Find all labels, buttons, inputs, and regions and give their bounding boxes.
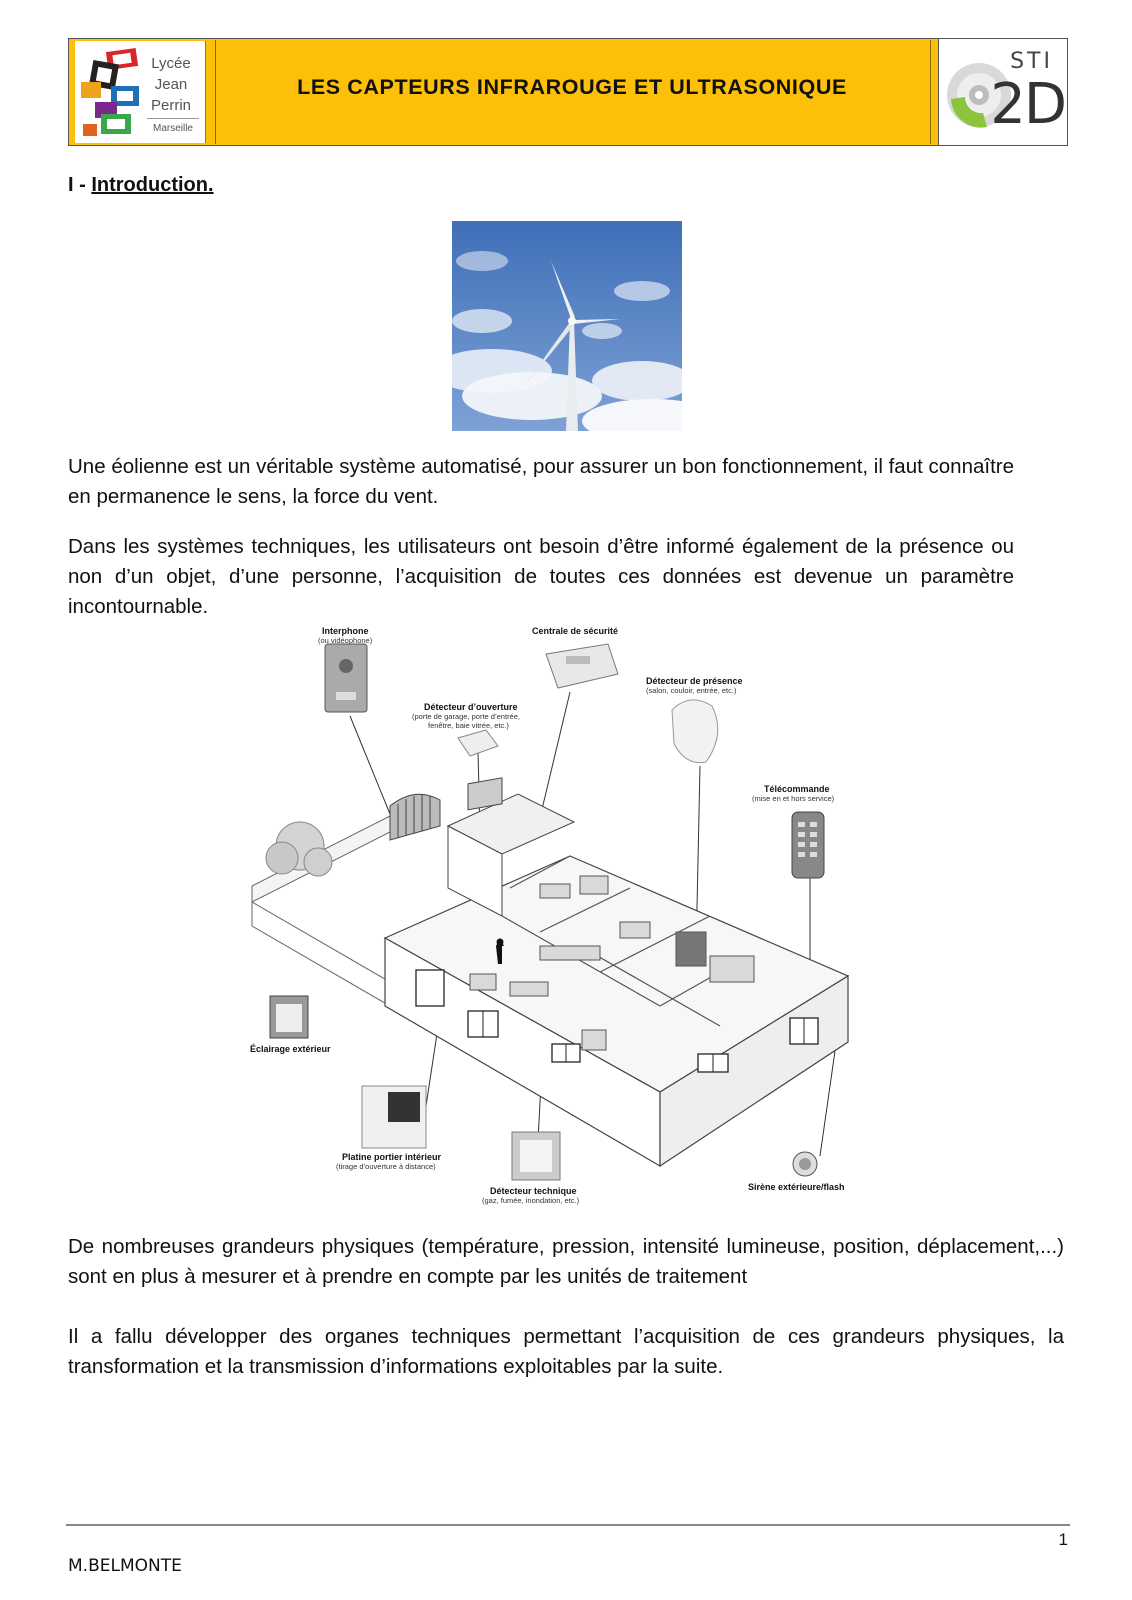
paragraph-grandeurs: De nombreuses grandeurs physiques (température, pression, intensité lumineuse, position, déplacement,...) sont en plus à mesurer et à prendre en compte par les unités de traitement: [68, 1235, 1064, 1288]
centrale-device: [546, 644, 618, 688]
label-presence: Détecteur de présence: [646, 676, 743, 687]
section-heading: [68, 174, 214, 197]
section-number: I -: [68, 174, 86, 196]
label-interphone: Interphone: [322, 626, 369, 637]
label-sirene: Sirène extérieure/flash: [748, 1182, 845, 1193]
platine-device: [362, 1086, 426, 1148]
wind-turbine-photo: [452, 221, 682, 431]
label-ouverture-sub1: (porte de garage, porte d’entrée,: [412, 711, 520, 721]
section-title: Introduction.: [91, 174, 214, 196]
telecommande-device: [792, 812, 824, 878]
paragraph-systemes: Dans les systèmes techniques, les utilisateurs ont besoin d’être informé également de la présence ou non d’un objet, d’une personne, l’acquisition de toutes ces données est devenue un paramètre incontournable.: [68, 535, 1014, 618]
eclairage-device: [270, 996, 308, 1038]
lycee-cubes-icon: [77, 42, 147, 142]
lycee-divider: [147, 118, 199, 119]
presence-device: [672, 700, 718, 763]
sti2d-logo: [938, 39, 1067, 145]
technique-device: [512, 1132, 560, 1180]
home-security-diagram: [240, 626, 900, 1230]
footer-divider: [66, 1524, 1070, 1526]
label-telecommande: Télécommande: [764, 784, 830, 795]
label-technique: Détecteur technique: [490, 1186, 577, 1197]
lycee-logo: [75, 41, 206, 143]
header-banner: [68, 38, 1068, 146]
label-platine: Platine portier intérieur: [342, 1152, 442, 1163]
sti-text: STI: [1010, 49, 1053, 74]
lycee-city: Marseille: [152, 123, 193, 134]
label-technique-sub: (gaz, fumée, inondation, etc.): [482, 1195, 580, 1205]
two-d-text: 2D: [990, 72, 1065, 137]
paragraph-organes: Il a fallu développer des organes techniques permettant l’acquisition de ces grandeurs physiques, la transformation et la transmission d’informations exploitables par la suite.: [68, 1325, 1064, 1378]
label-ouverture-sub2: fenêtre, baie vitrée, etc.): [428, 720, 509, 730]
label-interphone-sub: (ou vidéophone): [318, 635, 373, 645]
label-centrale: Centrale de sécurité: [532, 626, 619, 637]
interphone-device: [325, 644, 367, 712]
sirene-device: [793, 1152, 817, 1176]
lycee-line1: Lycée: [151, 55, 191, 72]
label-telecommande-sub: (mise en et hors service): [752, 793, 835, 803]
label-platine-sub: (tirage d’ouverture à distance): [336, 1161, 436, 1171]
ouverture-device: [458, 730, 498, 756]
lycee-line3: Perrin: [151, 97, 192, 114]
page-number: 1: [1058, 1530, 1068, 1549]
footer-author: M.BELMONTE: [68, 1556, 182, 1576]
paragraph-eolienne: Une éolienne est un véritable système automatisé, pour assurer un bon fonctionnement, il faut connaître en permanence le sens, la force du vent.: [68, 455, 1014, 508]
label-ouverture: Détecteur d’ouverture: [424, 702, 518, 713]
label-eclairage: Éclairage extérieur: [250, 1044, 331, 1055]
page-title: LES CAPTEURS INFRAROUGE ET ULTRASONIQUE: [297, 75, 847, 99]
lycee-line2: Jean: [154, 76, 188, 93]
label-presence-sub: (salon, couloir, entrée, etc.): [646, 685, 737, 695]
